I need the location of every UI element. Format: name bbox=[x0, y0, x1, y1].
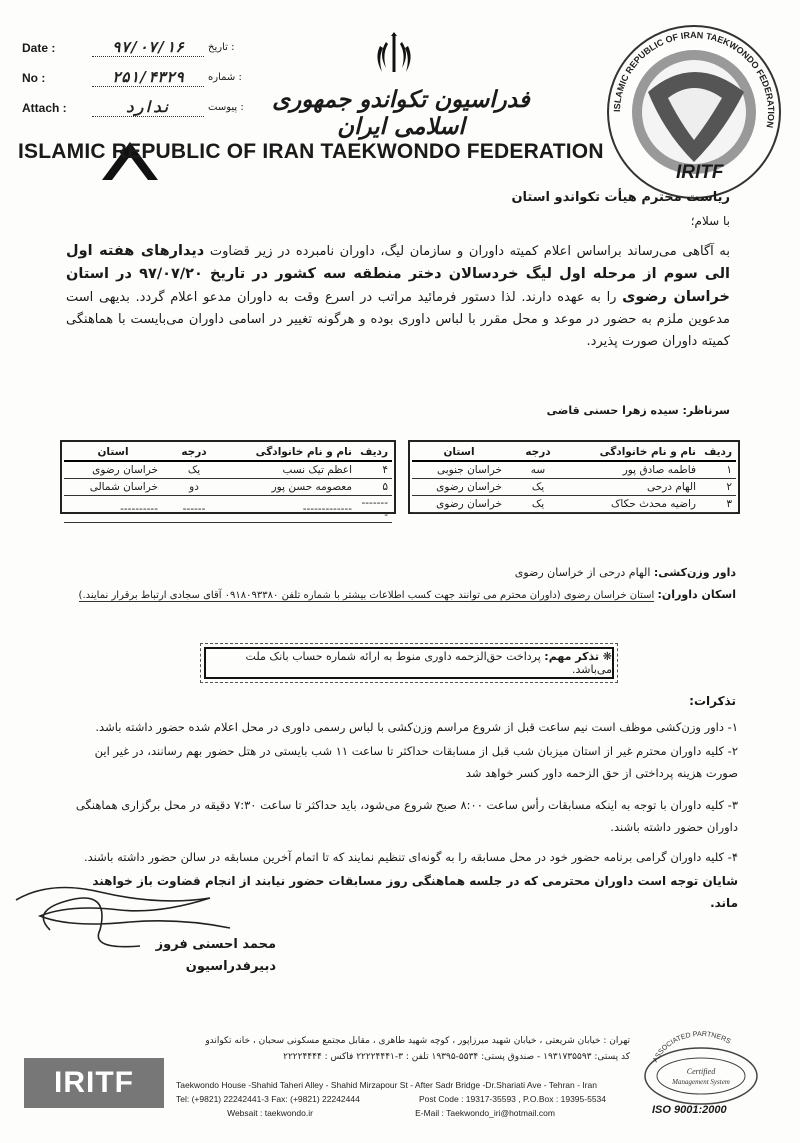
signatory bbox=[116, 934, 276, 978]
table-row bbox=[64, 495, 392, 522]
cell-name: الهام درحی bbox=[570, 478, 700, 495]
header-grade: درجه bbox=[506, 444, 570, 461]
paragraph-body: را به عهده دارند. لذا دستور فرمائید مراتب در اسرع وقت به داوران مدعو اعلام گردد. بدیهی است مدعوین ملزم به حضور در موعد و محل مقرر با لباس داوری بوده و هرگونه تغییر در اسامی داوران می‌بایست با هماهنگی کمیته داوران صورت پذیرد. bbox=[66, 290, 730, 349]
cell-province: خراسان رضوی bbox=[412, 495, 506, 512]
date-label-fa: تاریخ : bbox=[208, 42, 235, 53]
footer-website[interactable]: Websait : taekwondo.ir bbox=[227, 1108, 313, 1118]
cell-row: ۴ bbox=[356, 461, 392, 478]
notes-title: تذکرات: bbox=[689, 694, 736, 708]
footer-address-fa: تهران : خیابان شریعتی ، خیابان شهید میرزاپور ، کوچه شهید طاهری ، مقابل مجتمع مسکونی سحبان ، خانه تکواندو bbox=[205, 1036, 630, 1046]
cell-province: خراسان رضوی bbox=[412, 478, 506, 495]
iso-inner-text: Certified bbox=[686, 1067, 716, 1076]
notes-final: شایان توجه است داوران محترمی که در جلسه هماهنگی روز مسابقات حضور نیابند از انجام قضاوت باز خواهند ماند. bbox=[92, 874, 738, 910]
signatory-name: محمد احسنی فروز bbox=[155, 937, 276, 952]
iso-inner-text-2: Management System bbox=[672, 1078, 730, 1086]
iran-emblem-icon bbox=[372, 32, 416, 78]
supervisor: سرناظر: سیده زهرا حسنی قاضی bbox=[546, 404, 730, 417]
accommodation-value: استان خراسان رضوی (داوران محترم می توانند جهت کسب اطلاعات بیشتر با شماره تلفن ۰۹۱۸۰۹۳۳۸۰ آقای سجادی ارتباط برقرار نمایند.) bbox=[78, 590, 655, 601]
note-item: ۳- کلیه داوران با توجه به اینکه مسابقات رأس ساعت ۸:۰۰ صبح شروع می‌شود، باید حداکثر تا ساعت ۷:۳۰ دقیقه در محل برگزاری هماهنگی داوران حضور داشته باشند. bbox=[75, 798, 738, 834]
cell-grade: دو bbox=[162, 478, 226, 495]
cell-grade: ------ bbox=[162, 495, 226, 522]
cell-province: خراسان جنوبی bbox=[412, 461, 506, 478]
attach-row bbox=[22, 98, 244, 117]
weighing-row bbox=[515, 566, 736, 579]
header-row: ردیف bbox=[700, 444, 736, 461]
header-name: نام و نام خانوادگی bbox=[226, 444, 356, 461]
attach-label-fa: پیوست : bbox=[208, 102, 244, 113]
table-row bbox=[64, 478, 392, 495]
recipient: ریاست محترم هیأت تکواندو استان bbox=[511, 190, 730, 205]
notice-text: پرداخت حق‌الزحمه داوری منوط به ارائه شماره حساب بانک ملت می‌باشد. bbox=[245, 650, 612, 676]
footer-phone-row bbox=[176, 1094, 606, 1104]
footer-logo-text: IRITF bbox=[54, 1066, 134, 1099]
cell-row: -------- bbox=[356, 495, 392, 522]
cell-name: معصومه حسن پور bbox=[226, 478, 356, 495]
cell-province: خراسان شمالی bbox=[64, 478, 162, 495]
cell-grade: یک bbox=[506, 478, 570, 495]
paragraph-intro: به آگاهی می‌رساند براساس اعلام کمیته داوران و سازمان لیگ، داوران نامبرده در زیر قضاوت bbox=[209, 244, 730, 259]
cell-name: راضیه محدث حکاک bbox=[570, 495, 700, 512]
important-notice bbox=[204, 647, 614, 679]
iso-badge-icon bbox=[642, 1030, 760, 1106]
signatory-title: دبیرفدراسیون bbox=[185, 959, 276, 974]
header-name: نام و نام خانوادگی bbox=[570, 444, 700, 461]
cell-row: ۳ bbox=[700, 495, 736, 512]
table-row bbox=[64, 461, 392, 478]
note-item: ۱- داور وزن‌کشی موظف است نیم ساعت قبل از شروع مراسم وزن‌کشی با لباس رسمی داوری در محل اعلام شده حضور داشته باشد. bbox=[95, 720, 738, 734]
cell-name: فاطمه صادق پور bbox=[570, 461, 700, 478]
number-value: ۲۵۱/۴۳۲۹ bbox=[92, 68, 204, 87]
weighing-value: الهام درحی از خراسان رضوی bbox=[514, 566, 651, 579]
date-label: Date : bbox=[22, 40, 56, 55]
header-row: ردیف bbox=[356, 444, 392, 461]
date-row bbox=[22, 38, 234, 57]
cell-row: ۵ bbox=[356, 478, 392, 495]
accommodation-row bbox=[56, 588, 736, 601]
cell-grade: سه bbox=[506, 461, 570, 478]
table-row bbox=[412, 495, 736, 512]
footer-logo bbox=[24, 1058, 164, 1108]
cell-grade: یک bbox=[162, 461, 226, 478]
cell-name: اعظم تیک نسب bbox=[226, 461, 356, 478]
cell-row: ۱ bbox=[700, 461, 736, 478]
header-grade: درجه bbox=[162, 444, 226, 461]
logo-text: IRITF bbox=[676, 162, 724, 183]
footer-web-row bbox=[176, 1108, 606, 1118]
cell-province: ---------- bbox=[64, 495, 162, 522]
header-province: استان bbox=[64, 444, 162, 461]
note-item: ۴- کلیه داوران گرامی برنامه حضور خود در محل مسابقه را به گونه‌ای تنظیم نمایند که تا اتمام آخرین مسابقه در سالن حضور داشته باشند. bbox=[83, 850, 738, 864]
footer-email[interactable]: E-Mail : Taekwondo_iri@hotmail.com bbox=[415, 1108, 555, 1118]
number-row bbox=[22, 68, 242, 87]
cell-name: ------------- bbox=[226, 495, 356, 522]
date-value: ۹۷/۰۷/۱۶ bbox=[92, 38, 204, 57]
federation-name-en: ISLAMIC REPUBLIC OF IRAN TAEKWONDO FEDERATION bbox=[18, 140, 604, 163]
header-province: استان bbox=[412, 444, 506, 461]
greeting: با سلام؛ bbox=[690, 214, 730, 228]
main-paragraph bbox=[66, 240, 730, 353]
weighing-label: داور وزن‌کشی: bbox=[653, 566, 736, 579]
table-row bbox=[412, 478, 736, 495]
paragraph-event: دیدارهای هفته اول الی سوم از مرحله اول لیگ خردسالان دختر منطقه سه کشور در تاریخ ۹۷/۰۷/۲۰ در استان خراسان رضوی bbox=[66, 243, 730, 305]
iso-ring-text: ASSOCIATED PARTNERS bbox=[652, 1030, 732, 1064]
federation-name-fa: فدراسیون تکواندو جمهوری اسلامی ایران bbox=[272, 86, 530, 140]
footer-post: Post Code : 19317-35593 , P.O.Box : 19395-5534 bbox=[419, 1094, 606, 1104]
cell-grade: یک bbox=[506, 495, 570, 512]
number-label: No : bbox=[22, 70, 46, 85]
note-item: ۲- کلیه داوران محترم غیر از استان میزبان شب قبل از مسابقات حداکثر تا ساعت ۱۱ شب بایستی در هتل حضور بهم رسانند، در غیر این صورت هزینه پرداختی از حق الزحمه داور کسر خواهد شد bbox=[94, 744, 738, 780]
footer-address-en: Taekwondo House -Shahid Taheri Alley - Shahid Mirzapour St - After Sadr Bridge -Dr.Shariati Ave - Tehran - Iran bbox=[176, 1080, 597, 1090]
cell-row: ۲ bbox=[700, 478, 736, 495]
iso-text: ISO 9001:2000 bbox=[652, 1104, 727, 1116]
notice-label: ❋ تذکر مهم: bbox=[544, 650, 612, 663]
attach-label: Attach : bbox=[22, 100, 67, 115]
footer-contact-fa: کد پستی: ۱۹۳۱۷۳۵۵۹۳ - صندوق پستی: ۵۵۳۴-۱۹۳۹۵ تلفن : ۳-۲۲۲۲۴۴۴۱ فاکس : ۲۲۲۲۴۴۴۴ bbox=[283, 1052, 630, 1062]
cell-province: خراسان رضوی bbox=[64, 461, 162, 478]
accommodation-label: اسکان داوران: bbox=[657, 588, 736, 601]
table-row bbox=[412, 461, 736, 478]
referee-table-left bbox=[64, 444, 392, 523]
attach-value: ندارد bbox=[92, 98, 204, 117]
number-label-fa: شماره : bbox=[208, 72, 242, 83]
referee-table-right bbox=[412, 444, 736, 513]
footer-tel: Tel: (+9821) 22242441-3 Fax: (+9821) 22242444 bbox=[176, 1094, 360, 1104]
logo-ring-text: ISLAMIC REPUBLIC OF IRAN TAEKWONDO FEDERATION bbox=[611, 29, 777, 129]
